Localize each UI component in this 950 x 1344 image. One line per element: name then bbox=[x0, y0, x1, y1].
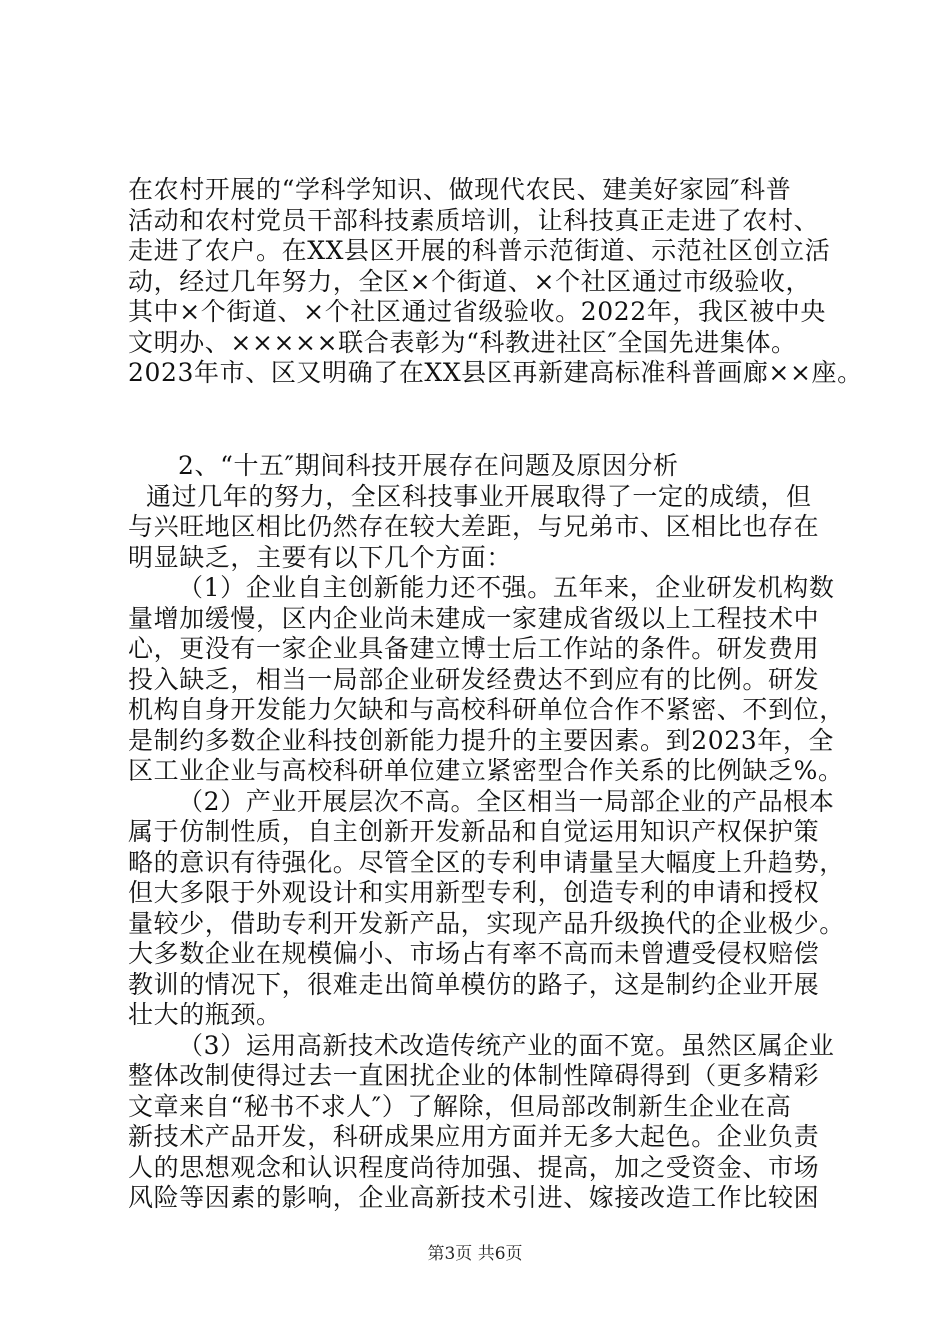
text-line: （3）运用高新技术改造传统产业的面不宽。虽然区属企业 bbox=[178, 1030, 835, 1060]
text-line: 属于仿制性质，自主创新开发新品和自觉运用知识产权保护策 bbox=[128, 817, 820, 846]
text-line: 壮大的瓶颈。 bbox=[128, 1000, 282, 1029]
text-line: 大多数企业在规模偏小、市场占有率不高而未曾遭受侵权赔偿 bbox=[128, 939, 820, 968]
text-line: （1）企业自主创新能力还不强。五年来，企业研发机构数 bbox=[178, 573, 835, 602]
text-line: 整体改制使得过去一直困扰企业的体制性障碍得到（更多精彩 bbox=[128, 1061, 820, 1090]
text-line: 心，更没有一家企业具备建立博士后工作站的条件。研发费用 bbox=[128, 634, 820, 663]
text-line: 新技术产品开发，科研成果应用方面并无多大起色。企业负责 bbox=[128, 1122, 820, 1151]
text-line: 略的意识有待强化。尽管全区的专利申请量呈大幅度上升趋势， bbox=[128, 847, 845, 877]
section-heading: 2、“十五″期间科技开展存在问题及原因分析 bbox=[178, 451, 679, 480]
text-line: 区工业企业与高校科研单位建立紧密型合作关系的比例缺乏%。 bbox=[128, 756, 844, 785]
text-line: 风险等因素的影响，企业高新技术引进、嫁接改造工作比较困 bbox=[128, 1183, 820, 1212]
text-line: 明显缺乏，主要有以下几个方面： bbox=[128, 542, 513, 572]
text-line: 通过几年的努力，全区科技事业开展取得了一定的成绩，但 bbox=[146, 481, 812, 511]
text-line: 文章来自“秘书不求人″）了解除，但局部改制新生企业在高 bbox=[128, 1091, 792, 1121]
point-3-paragraph bbox=[128, 1031, 838, 1214]
text-line: （2）产业开展层次不高。全区相当一局部企业的产品根本 bbox=[178, 786, 835, 816]
text-line: 2023年市、区又明确了在XX县区再新建高标准科普画廊××座。 bbox=[128, 358, 863, 387]
point-1-paragraph bbox=[128, 573, 845, 787]
text-line: 走进了农户。在XX县区开展的科普示范街道、示范社区创立活 bbox=[128, 236, 831, 265]
text-line: 人的思想观念和认识程度尚待加强、提高，加之受资金、市场 bbox=[128, 1152, 820, 1182]
text-line: 量较少，借助专利开发新产品，实现产品升级换代的企业极少。 bbox=[128, 908, 845, 938]
text-line: 动，经过几年努力，全区×个街道、×个社区通过市级验收， bbox=[128, 266, 812, 296]
text-line: 其中×个街道、×个社区通过省级验收。2022年，我区被中央 bbox=[128, 297, 826, 326]
text-line: 机构自身开发能力欠缺和与高校科研单位合作不紧密、不到位， bbox=[128, 695, 845, 724]
text-line: 活动和农村党员干部科技素质培训，让科技真正走进了农村、 bbox=[128, 205, 820, 235]
text-line: 量增加缓慢，区内企业尚未建成一家建成省级以上工程技术中 bbox=[128, 603, 820, 633]
text-line: 文明办、×××××联合表彰为“科教进社区″全国先进集体。 bbox=[128, 327, 797, 357]
text-line: 与兴旺地区相比仍然存在较大差距，与兄弟市、区相比也存在 bbox=[128, 512, 820, 541]
continued-paragraph bbox=[128, 175, 863, 389]
text-line: 在农村开展的“学科学知识、做现代农民、建美好家园″科普 bbox=[128, 175, 792, 204]
point-2-paragraph bbox=[128, 786, 845, 1031]
text-line: 投入缺乏，相当一局部企业研发经费达不到应有的比例。研发 bbox=[128, 664, 820, 694]
page-footer: 第3页 共6页 bbox=[427, 1244, 523, 1264]
main-section bbox=[128, 451, 845, 1214]
intro-paragraph bbox=[128, 482, 838, 574]
text-line: 但大多限于外观设计和实用新型专利，创造专利的申请和授权 bbox=[128, 878, 820, 907]
text-line: 是制约多数企业科技创新能力提升的主要因素。到2023年，全 bbox=[128, 725, 835, 755]
text-line: 教训的情况下，很难走出简单模仿的路子，这是制约企业开展 bbox=[128, 969, 820, 999]
